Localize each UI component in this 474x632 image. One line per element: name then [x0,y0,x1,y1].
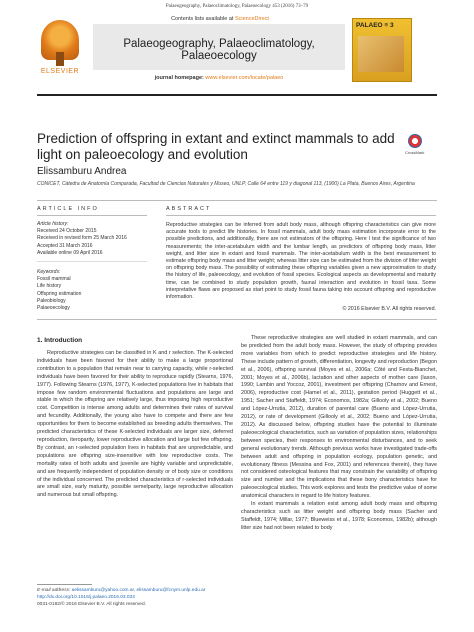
paragraph: In extant mammals a relation exist among adult body mass and offspring characteristics such as litter weight and offspring body mass (Sacher and Staffeldt, 1974; Millar, 1977; Blueweiss et al., 1978; Economos, 1982b); although litter size had not been related to body [241,501,437,531]
issn-line: 0031-0182/© 2016 Elsevier B.V. All rights reserved. [37,602,146,607]
keywords-label: Keywords: [37,269,61,276]
history-item: Received 24 October 2015 [37,228,97,235]
keyword: Offspring estimation [37,290,82,297]
article-info-heading: ARTICLE INFO [37,206,99,212]
affiliation-divider [37,200,437,201]
keyword: Paleobiology [37,297,66,304]
elsevier-trunk-icon [56,52,64,66]
doi-link[interactable]: http://dx.doi.org/10.1016/j.palaeo.2016.03.033 [37,595,135,600]
article-title: Prediction of offspring in extant and extinct mammals to add light on paleoecology and evolution [37,131,395,162]
author-affiliation: CONICET, Cátedra de Anatomía Comparada, Facultad de Ciencias Naturales y Museo, UNLP, Calle 64 entre 119 y diagonal 113, (1900) La Plata, Buenos Aires, Argentina [37,181,415,187]
footnote-rule [37,584,92,585]
body-divider [37,319,437,320]
cover-label: PALAEO ≡ 3 [356,22,394,29]
footnote [37,587,233,608]
crossmark-icon[interactable] [408,134,422,148]
intro-right-column [241,335,437,533]
sciencedirect-link[interactable]: ScienceDirect [234,16,269,22]
email-label: E-mail address: [37,588,71,593]
header-divider [37,94,437,96]
article-info [37,221,147,312]
email-link[interactable]: aelissamburu@yahoo.com.ar, elissamburu@fcnym.unlp.edu.ar [71,588,206,593]
email-line [37,587,233,594]
info-divider [37,261,147,269]
paragraph: These reproductive strategies are well studied in extant mammals, and can be predicted from the adult body mass. However, the study of offspring provides more variables from which to predict reproductive strategies and life history. These include pattern of growth, differentiation, longevity and reproduction (Begon et al., 2006), offspring survival (Moyes et al., 2006a; Côté and Festa-Bianchet, 2001; Moyes et al., 2006b), lactation and other aspects of mother care (Iason, 1990; Lambin and Yoccoz, 2001), investment per offspring (Charnov and Ernest, 2006), reproductive cost (Hamel et al., 2011), gestation period (Huggett et al., 1951; Sacher and Staffeldt, 1974; Economos, 1982a; Gillooly et al., 2002; Bueno and López-Urrutia, 2012), duration of parental care (Bueno and López-Urrutia, 2012), or rate of development (Gillooly et al., 2002; Bueno and López-Urrutia, 2012). As discussed below, offspring studies have the potential to illuminate paleoecological characteristics, such as variation of population sizes, relationships between species, their responses to environmental disturbances, and to seek general evolutionary trends. Although previous works have investigated trade-offs between adult and offspring in population ecology, population genetic, and evolutionary fitness (Messina and Fox, 2001) and references therein), they have not considered osteological features that may constrain the variability of offspring size and number and the implications that these bony characteristics have for paleoecological studies. This work explores and tests the predictive value of some anatomical characters in regard to life history features. [241,335,437,500]
history-item: Accepted 31 March 2016 [37,242,93,249]
keyword: Palaeoecology [37,305,70,312]
crossmark-label: CrossMark [405,150,425,155]
homepage-link[interactable]: www.elsevier.com/locate/palaeo [205,75,284,81]
contents-prefix: Contents lists available at [171,16,235,22]
journal-citation: Palaeogeography, Palaeoclimatology, Palaeoecology 453 (2016) 73–79 [165,4,309,9]
keyword: Fossil mammal [37,276,71,283]
abstract-rule [166,215,436,216]
section-heading: 1. Introduction [37,337,83,344]
journal-title: Palaeogeography, Palaeoclimatology, Palaeoecology [123,38,315,62]
abstract-copyright: © 2016 Elsevier B.V. All rights reserved. [342,306,436,312]
keyword: Life history [37,283,62,290]
paragraph: Reproductive strategies can be classified in K and r selection. The K-selected individuals have been favored for their ability to make a large proportional contribution to a population that remain near to carrying capacity, while r-selected individuals have been favored for their ability to reproduce rapidly (Stearns, 1976, 1977). Following Stearns (1976, 1977), K-selected populations live in habitats that impose few random environmental fluctuations and populations are large and stable in which the offspring are relatively large, thus imposing high reproductive cost. Competition is intense among adults and determines their rates of survival and fecundity. Additionally, the young also have to compete and there are few opportunities for them to become established as breeding adults themselves. The predicted characteristics of these K-selected individuals are larger size, deferred reproduction, iteroparity, lower reproductive allocation and large but few offspring. By contrast, an r-selected population lives in habitats that are unpredictable, and populations are offspring size-insensitive with low reproductive costs. The mortality rates of both adults and juvenile are highly variable and unpredictable, and are frequently independent of population density or of body size or conditions of the individual concerned. The predicted characteristics of r-selected individuals are small size, early maturity, possible semelparity, large reproductive allocation and numerous but small offspring. [37,350,233,499]
publisher-logo-text: ELSEVIER [40,68,80,75]
cover-image [358,36,404,72]
intro-left-column [37,350,233,500]
article-info-rule [37,215,147,216]
contents-line [100,16,340,22]
homepage-line [93,75,345,81]
abstract-heading: ABSTRACT [166,206,212,212]
history-item: Received in revised form 25 March 2016 [37,235,127,242]
author-name: Elissamburu Andrea [37,166,127,177]
history-label: Article history: [37,221,69,227]
history-item: Available online 09 April 2016 [37,249,103,256]
homepage-label: journal homepage: [154,75,204,81]
abstract-text: Reproductive strategies can be inferred from adult body mass, although offspring characteristics can give more accurate tools to predict life histories. In fossil mammals, adult body mass estimation incorporate error to the possible predictions, and additionally, there are not estimators of the offspring. Here I test the significance of two measurements; the inter-acetabulum width and the lumbar length, as predictors of offspring body mass, litter weight, and litter size in extant and fossil mammals. The inter-acetabulum width is the best measurement to estimate offspring body mass and litter weight; whereas litter size can be estimated from the division of litter weight on offspring body mass. The possibility of estimating these offspring variables given a new approximation to study the history of life, paleoecology, and evolution of fossil species. Ecological aspects as developmental and maturity time, can be combined to study population growth, faunal interaction and evolution in fossil taxa. Some interpretative flaws are proposed as start point to study fossil fauna taking into account offspring and reproductive information. [166,222,436,301]
